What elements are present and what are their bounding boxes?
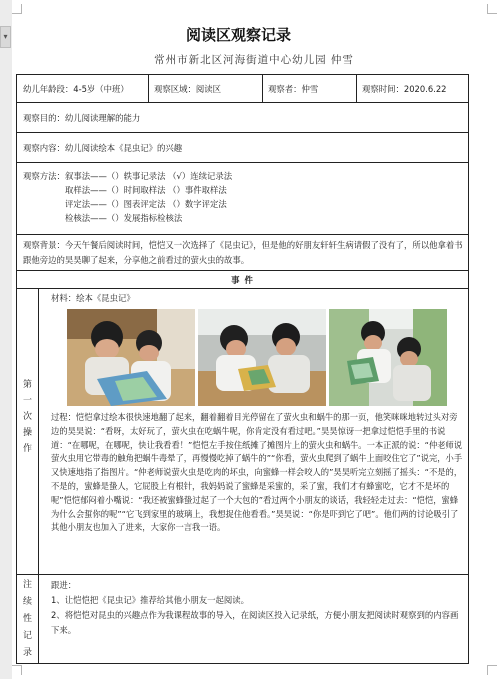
- follow-item: 1、让恺恺把《昆虫记》推荐给其他小朋友一起阅读。: [51, 595, 249, 605]
- event-header: 事 件: [231, 275, 254, 285]
- content-text: 观察内容：幼儿阅读绘本《昆虫记》的兴趣: [23, 143, 183, 153]
- divider: [262, 75, 263, 102]
- side-char: 注: [22, 580, 32, 590]
- material-text: 材料：绘本《昆虫记》: [51, 293, 135, 303]
- divider: [38, 575, 39, 664]
- purpose-row: [17, 103, 468, 133]
- follow-side-label: [17, 577, 38, 662]
- background-text: 观察背景：今天午餐后阅读时间，恺恺又一次选择了《昆虫记》，但是他的好朋友轩轩生病请假了没有了，所以他拿着书跟他旁边的昊昊聊了起来，分享他之前看过的萤火虫的故事。: [23, 240, 463, 265]
- follow-row: [17, 575, 468, 664]
- crop-mark: [487, 665, 497, 675]
- side-char: 操: [22, 428, 32, 438]
- side-char: 续: [22, 597, 32, 607]
- side-char: 性: [22, 614, 32, 624]
- event-row: [17, 289, 468, 575]
- method-line: 取样法——（）时间取样法 （）事件取样法: [65, 185, 227, 195]
- background-row: [17, 235, 468, 271]
- divider: [356, 75, 357, 102]
- observation-table: [16, 74, 469, 664]
- observer-cell: 观察者：仲雪: [268, 84, 319, 94]
- photo-reading-1: [67, 309, 195, 406]
- side-char: 一: [22, 396, 32, 406]
- event-header-row: [17, 271, 468, 289]
- time-cell: 观察时间：2020.6.22: [362, 84, 447, 94]
- method-line: 叙事法——（）轶事记录法 （√）连续记录法: [65, 171, 233, 181]
- page-title: 阅读区观察记录: [185, 26, 291, 44]
- methods-label: 观察方法：: [23, 171, 65, 181]
- content-row: [17, 133, 468, 163]
- method-line: 检核法——（）发展指标检核法: [65, 213, 183, 223]
- side-char: 记: [22, 631, 32, 641]
- age-cell: 幼儿年龄段：4-5岁（中班）: [23, 84, 129, 94]
- methods-row: [17, 163, 468, 235]
- follow-title: 跟进：: [51, 580, 77, 590]
- ruler-tab[interactable]: ▾: [0, 26, 11, 48]
- photo-reading-2: [198, 309, 326, 406]
- area-cell: 观察区域：阅读区: [154, 84, 221, 94]
- event-side-label: [17, 377, 38, 457]
- methods-list: [65, 169, 455, 240]
- divider: [38, 289, 39, 574]
- photo-reading-3: [329, 309, 447, 406]
- page-subtitle: 常州市新北区河海街道中心幼儿园 仲雪: [154, 54, 354, 66]
- crop-mark: [487, 4, 497, 14]
- process-text: 过程：恺恺拿过绘本很快速地翻了起来，翻着翻着目光停留在了萤火虫和蜗牛的那一页，他笑咪咪地转过头对旁边的昊昊说：“看呀，太好玩了，萤火虫在吃蜗牛呢，你肯定没有看过吧。”昊昊惊讶一把拿过恺恺手里的书说道：“在哪呢，在哪呢，快让我看看！”恺恺左手按住纸摊了摊图片上的萤火虫和蜗牛。一本正派的说：“仲老师说萤火虫用它带毒的触角把蜗牛毒晕了，再慢慢吃掉了蜗牛的”“你看，萤火虫爬到了蜗牛上面咬住它了”说完，小手又快速地指了指图片。“仲老师说萤火虫是吃肉的坏虫，向蜜蜂一样会咬人的”昊昊听完立刻摇了摇头：“不是的，不是的，蜜蜂是蛰人，它屁股上有根针，我妈妈说了蜜蜂是采蜜的，采了蜜，我们才有蜂蜜吃，它才不是坏的呢”恺恺郁闷着小嘴说：“我还被蜜蜂蛰过起了一个大包的”看过两个小朋友的谈话，我轻轻走过去：“恺恺，蜜蜂为什么会蜇你的呢”“它飞到家里的玻璃上，我想捉住他看看。”昊昊说：“你是吓到它了吧”。他们两的讨论吸引了其他小朋友也加入了进来，大家你一言我一语。: [51, 412, 463, 533]
- purpose-text: 观察目的：幼儿阅读理解的能力: [23, 113, 141, 123]
- follow-content: [51, 578, 463, 667]
- side-char: 第: [22, 380, 32, 390]
- side-char: 次: [22, 412, 32, 422]
- side-char: 录: [22, 648, 32, 658]
- side-char: 作: [22, 444, 32, 454]
- divider: [148, 75, 149, 102]
- info-row: [17, 75, 468, 103]
- crop-mark: [12, 665, 22, 675]
- follow-item: 2、将恺恺对昆虫的兴趣点作为我课程故事的导入，在阅读区投入记录纸，方便小朋友把阅读时观察到的内容画下来。: [51, 610, 459, 635]
- method-line: 评定法——（）图表评定法 （）数字评定法: [65, 199, 227, 209]
- crop-mark: [12, 4, 22, 14]
